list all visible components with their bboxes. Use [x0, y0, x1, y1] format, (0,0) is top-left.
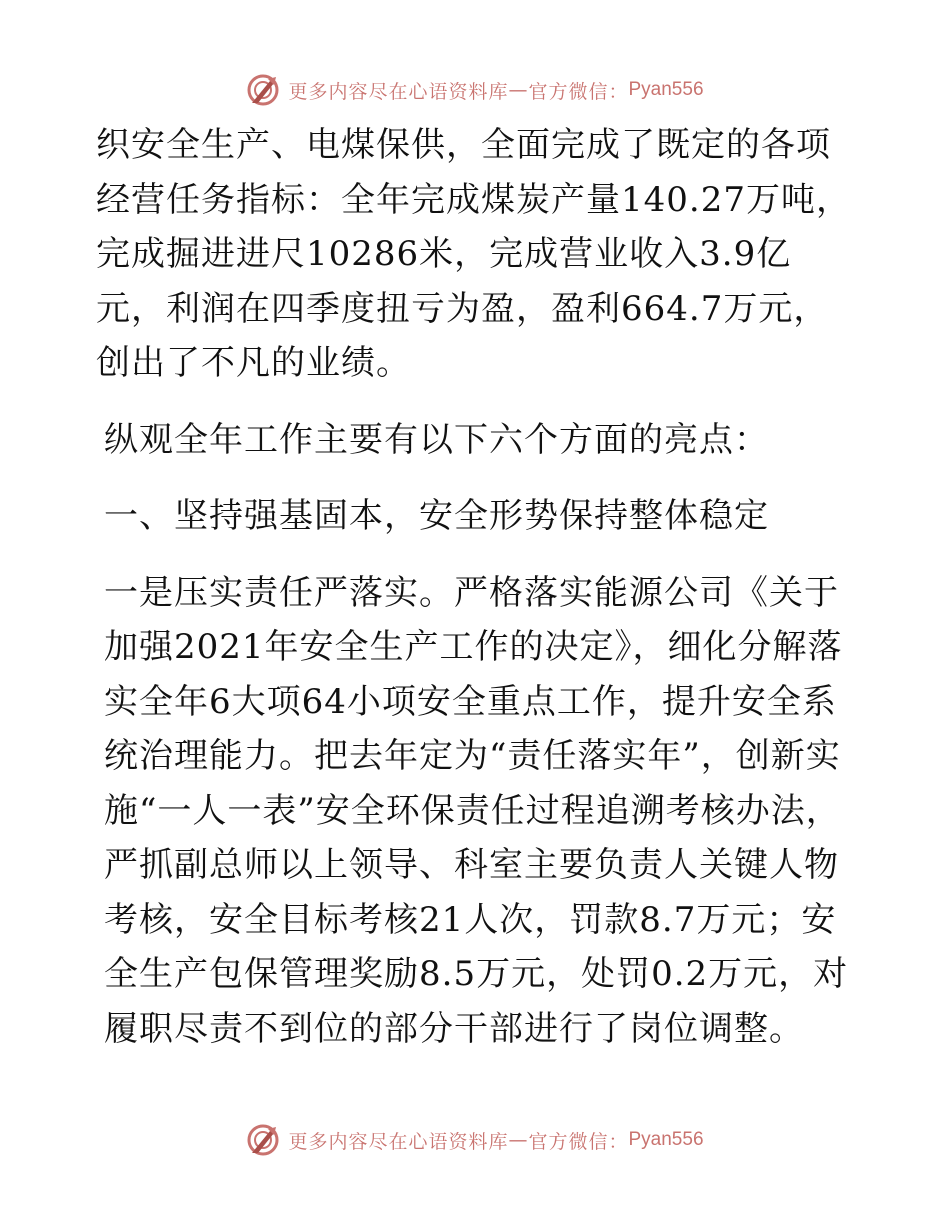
watermark-wechat-account: Pyan556: [628, 1129, 704, 1150]
watermark-wechat-account: Pyan556: [628, 79, 704, 100]
quill-logo-icon: [246, 73, 280, 107]
document-body: [96, 118, 856, 1056]
paragraph-1: 织安全生产、电煤保供，全面完成了既定的各项经营任务指标：全年完成煤炭产量140.27万吨，完成掘进进尺10286米，完成营业收入3.9亿元，利润在四季度扭亏为盈，盈利664.7万元，创出了不凡的业绩。: [96, 125, 851, 383]
watermark-wechat-label: 官方微信：: [528, 1130, 629, 1153]
paragraph-3: 一是压实责任严落实。严格落实能源公司《关于加强2021年安全生产工作的决定》，细化分解落实全年6大项64小项安全重点工作，提升安全系统治理能力。把去年定为“责任落实年”，创新实施“一人一表”安全环保责任过程追溯考核办法，严抓副总师以上领导、科室主要负责人关键人物考核，安全目标考核21人次，罚款8.7万元；安全生产包保管理奖励8.5万元，处罚0.2万元，对履职尽责不到位的部分干部进行了岗位调整。: [104, 572, 849, 1049]
watermark-separator: —: [508, 1129, 529, 1151]
watermark-separator: —: [508, 79, 529, 101]
section-heading-1: 一、坚持强基固本，安全形势保持整体稳定: [104, 496, 769, 536]
paragraph-2: 纵观全年工作主要有以下六个方面的亮点：: [104, 419, 769, 460]
watermark-site-text: 更多内容尽在心语资料库: [288, 1130, 509, 1153]
watermark-wechat-label: 官方微信：: [528, 80, 629, 103]
watermark-header: [0, 70, 950, 110]
quill-logo-icon: [246, 1123, 280, 1157]
watermark-footer: [0, 1120, 950, 1160]
watermark-site-text: 更多内容尽在心语资料库: [288, 80, 509, 103]
